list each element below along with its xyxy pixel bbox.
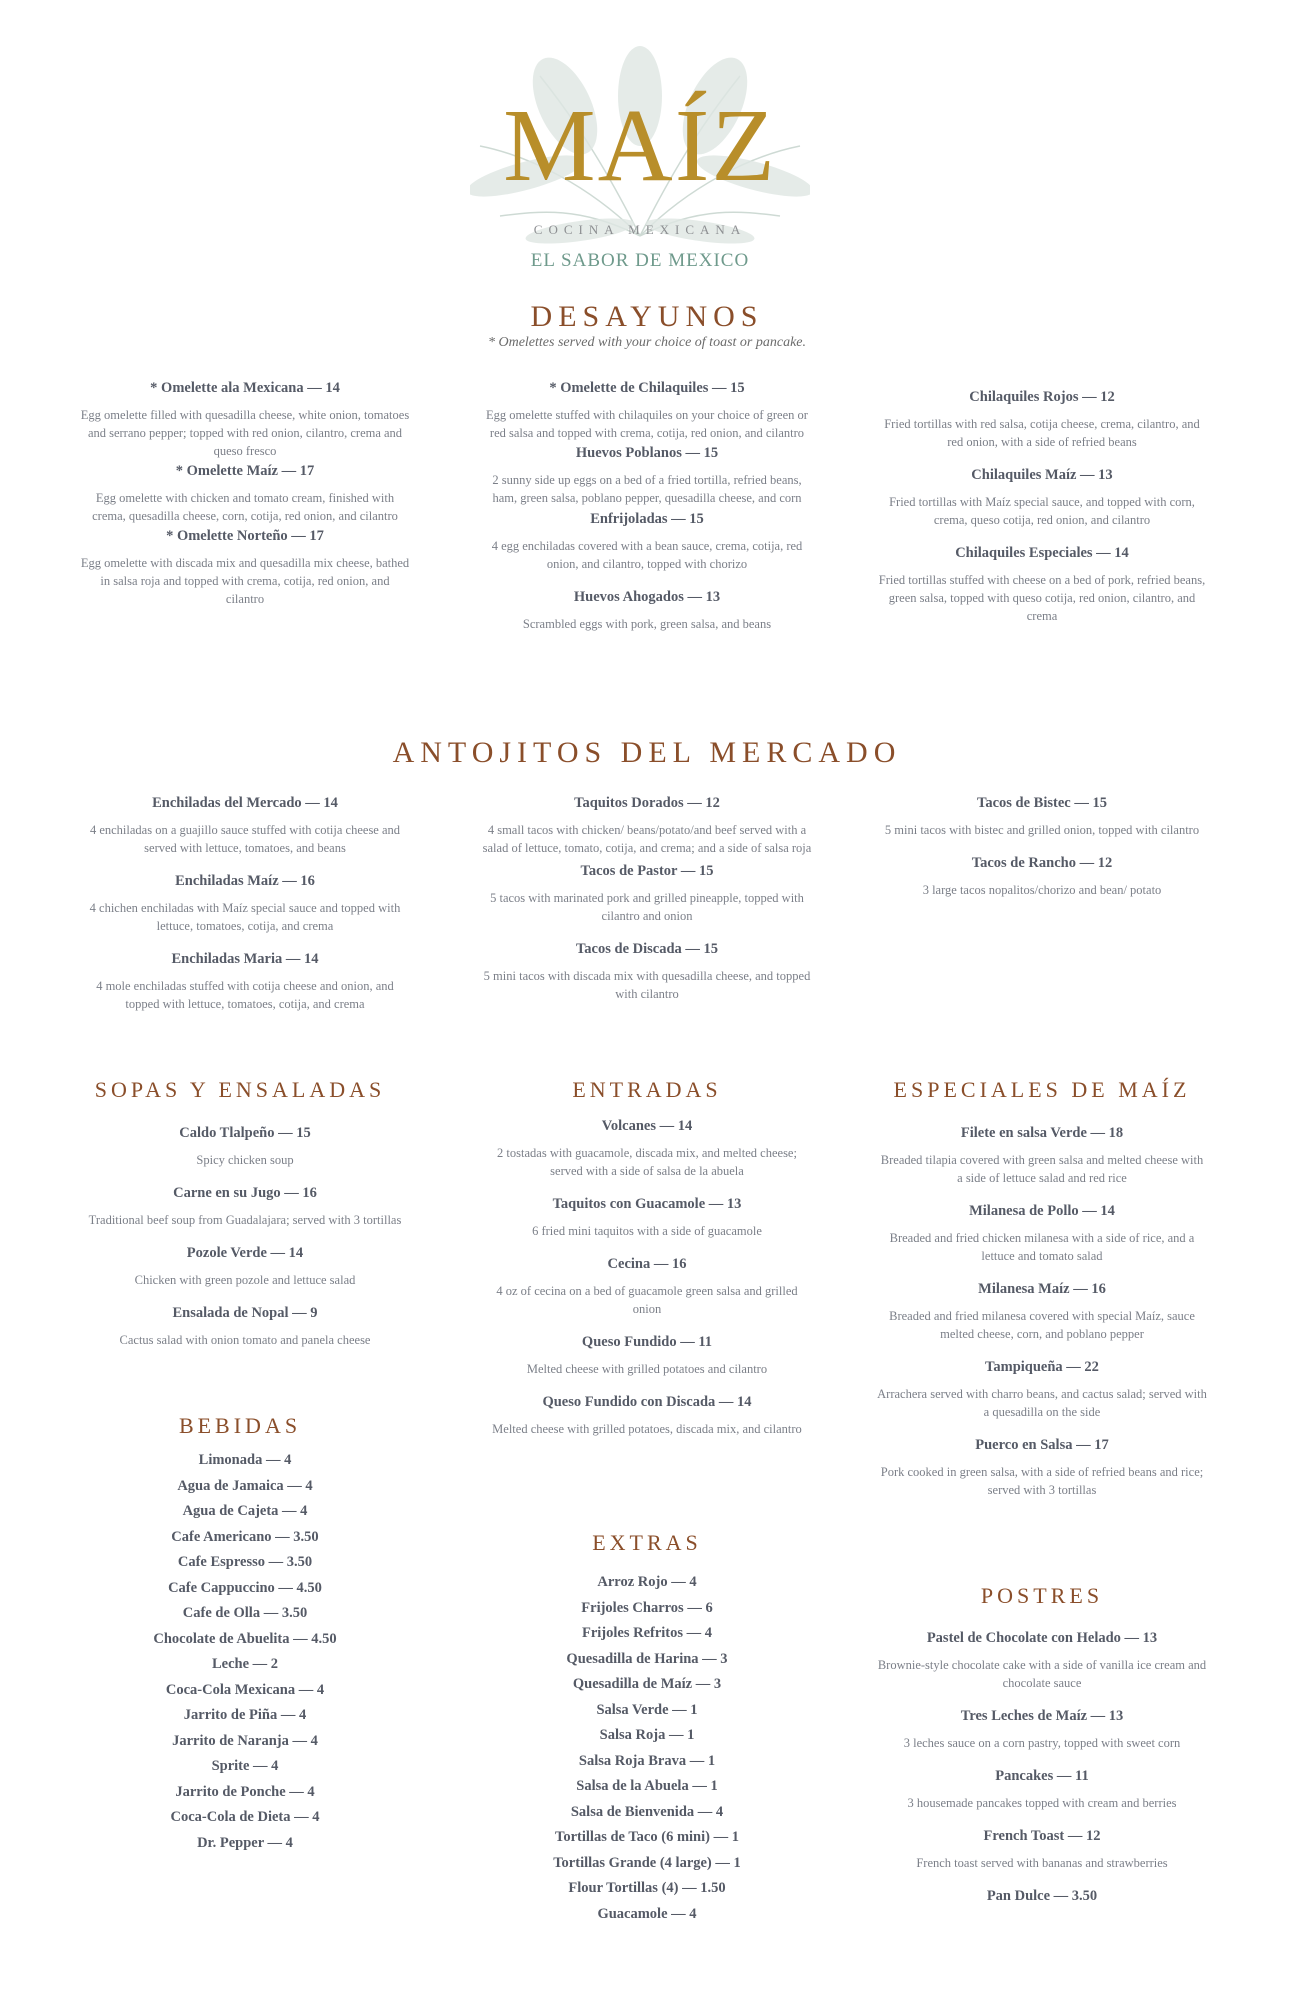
- item-name: Tampiqueña — 22: [985, 1359, 1099, 1375]
- item-name: Huevos Poblanos — 15: [575, 445, 719, 461]
- especiales-col: [877, 1123, 1207, 1499]
- extra-item: Tortillas de Taco (6 mini) — 1: [555, 1829, 739, 1845]
- menu-item: [80, 949, 410, 1013]
- antojitos-col-2: [482, 793, 812, 1003]
- item-name: Volcanes — 14: [601, 1118, 693, 1134]
- item-desc: Egg omelette with chicken and tomato cream, finished with crema, quesadilla cheese, corn, cotija, red onion, and cilantro: [92, 491, 398, 523]
- menu-item: [877, 1201, 1207, 1265]
- extras-list: [482, 1570, 812, 1927]
- drink-item: Jarrito de Ponche — 4: [175, 1783, 315, 1800]
- item-name: Carne en su Jugo — 16: [173, 1185, 317, 1201]
- menu-item: [877, 1886, 1207, 1906]
- extra-item: Frijoles Charros — 6: [581, 1599, 713, 1616]
- item-desc: 3 housemade pancakes topped with cream and berries: [907, 1796, 1177, 1810]
- antojitos-col-3: [877, 793, 1207, 899]
- menu-item: [877, 1357, 1207, 1421]
- extra-item: Salsa de Bienvenida — 4: [570, 1803, 724, 1820]
- logo: [470, 36, 810, 271]
- section-title-sopas: SOPAS Y ENSALADAS: [94, 1077, 386, 1102]
- extra-item: Quesadilla de Maíz — 3: [572, 1676, 722, 1692]
- item-name: Pozole Verde — 14: [186, 1245, 304, 1261]
- drink-item: Cafe de Olla — 3.50: [182, 1605, 308, 1621]
- item-desc: 3 leches sauce on a corn pastry, topped with sweet corn: [903, 1736, 1181, 1750]
- drink-item: Limonada — 4: [198, 1452, 292, 1468]
- section-title-entradas: ENTRADAS: [572, 1077, 722, 1102]
- item-name: Milanesa de Pollo — 14: [969, 1203, 1115, 1219]
- extra-item: Frijoles Refritos — 4: [581, 1625, 713, 1641]
- menu-item: [80, 1123, 410, 1169]
- item-name: Tacos de Discada — 15: [575, 941, 719, 957]
- menu-item: [877, 387, 1207, 451]
- menu-item: [482, 861, 812, 925]
- menu-item: [482, 793, 812, 857]
- section-title-extras: EXTRAS: [592, 1530, 702, 1555]
- item-name: Chilaquiles Rojos — 12: [969, 389, 1115, 405]
- item-name: Filete en salsa Verde — 18: [960, 1125, 1124, 1141]
- menu-item: [80, 461, 410, 525]
- brand-tagline: EL SABOR DE MEXICO: [530, 250, 750, 271]
- menu-item: [482, 587, 812, 633]
- menu-item: [482, 939, 812, 1003]
- item-desc: Breaded and fried chicken milanesa with a side of rice, and a lettuce and tomato salad: [889, 1231, 1195, 1263]
- menu-item: [877, 793, 1207, 839]
- menu-item: [877, 1123, 1207, 1187]
- item-desc: Breaded and fried milanesa covered with special Maíz, sauce melted cheese, corn, and poblano pepper: [889, 1309, 1195, 1341]
- item-desc: Chicken with green pozole and lettuce salad: [134, 1273, 356, 1287]
- menu-item: [877, 543, 1207, 625]
- item-desc: 6 fried mini taquitos with a side of guacamole: [532, 1224, 762, 1238]
- item-desc: Melted cheese with grilled potatoes, discada mix, and cilantro: [492, 1422, 802, 1436]
- menu-item: [482, 509, 812, 573]
- item-desc: Arrachera served with charro beans, and cactus salad; served with a quesadilla on the side: [877, 1387, 1207, 1419]
- item-desc: Egg omelette stuffed with chilaquiles on your choice of green or red salsa and topped with crema, cotija, red onion, and cilantro: [486, 408, 808, 440]
- drink-item: Jarrito de Naranja — 4: [172, 1732, 318, 1749]
- item-desc: 5 mini tacos with bistec and grilled onion, topped with cilantro: [884, 823, 1200, 837]
- item-name: Chilaquiles Maíz — 13: [971, 467, 1113, 483]
- bebidas-list: [80, 1448, 410, 1856]
- extra-item: Flour Tortillas (4) — 1.50: [568, 1880, 726, 1896]
- item-name: Cecina — 16: [607, 1256, 687, 1272]
- item-name: Enfrijoladas — 15: [590, 511, 704, 527]
- item-name: Puerco en Salsa — 17: [975, 1437, 1109, 1453]
- item-desc: Egg omelette with discada mix and quesadilla mix cheese, bathed in salsa roja and topped with crema, cotija, red onion, and cilantro: [80, 556, 410, 606]
- item-name: Ensalada de Nopal — 9: [172, 1305, 318, 1321]
- item-desc: Fried tortillas stuffed with cheese on a bed of pork, refried beans, green salsa, topped with queso cotija, red onion, cilantro, and crema: [878, 573, 1206, 623]
- menu-item: [877, 1766, 1207, 1812]
- extra-item: Salsa Roja Brava — 1: [578, 1752, 716, 1769]
- section-title-antojitos: ANTOJITOS DEL MERCADO: [392, 736, 902, 769]
- item-desc: Scrambled eggs with pork, green salsa, and beans: [522, 617, 772, 631]
- menu-item: [877, 1279, 1207, 1343]
- item-name: Pancakes — 11: [995, 1768, 1089, 1784]
- item-desc: Fried tortillas with Maíz special sauce, and topped with corn, crema, queso cotija, red onion, and cilantro: [889, 495, 1195, 527]
- menu-item: [877, 853, 1207, 899]
- menu-item: [482, 1332, 812, 1378]
- menu-item: [482, 1116, 812, 1180]
- menu-item: [482, 1392, 812, 1438]
- item-name: Caldo Tlalpeño — 15: [179, 1125, 311, 1141]
- item-name: Tacos de Bistec — 15: [977, 795, 1107, 811]
- menu-item: [80, 1183, 410, 1229]
- extra-item: Salsa de la Abuela — 1: [576, 1778, 718, 1794]
- item-name: Huevos Ahogados — 13: [573, 589, 721, 605]
- item-desc: Egg omelette filled with quesadilla cheese, white onion, tomatoes and serrano pepper; topped with red onion, cilantro, crema and queso fresco: [80, 408, 410, 458]
- menu-item: [877, 465, 1207, 529]
- drink-item: Agua de Cajeta — 4: [182, 1503, 308, 1519]
- item-name: Pastel de Chocolate con Helado — 13: [926, 1630, 1158, 1646]
- brand-subtitle: COCINA MEXICANA: [533, 222, 747, 237]
- item-name: Tacos de Pastor — 15: [580, 863, 714, 879]
- item-name: Milanesa Maíz — 16: [978, 1281, 1106, 1297]
- item-name: Enchiladas del Mercado — 14: [152, 795, 338, 811]
- desayunos-col-2: [482, 378, 812, 633]
- section-title-desayunos: DESAYUNOS: [530, 300, 764, 333]
- item-name: Enchiladas Maria — 14: [171, 951, 319, 967]
- drink-item: Coca-Cola de Dieta — 4: [170, 1809, 320, 1825]
- antojitos-col-1: [80, 793, 410, 1013]
- drink-item: Chocolate de Abuelita — 4.50: [153, 1630, 337, 1647]
- drink-item: Coca-Cola Mexicana — 4: [165, 1681, 325, 1698]
- brand-logo-text: MAÍZ: [503, 88, 777, 203]
- menu-item: [80, 1243, 410, 1289]
- extra-item: Guacamole — 4: [597, 1905, 697, 1922]
- sopas-col: [80, 1123, 410, 1349]
- item-name: * Omelette ala Mexicana — 14: [150, 380, 340, 396]
- item-desc: Fried tortillas with red salsa, cotija cheese, crema, cilantro, and red onion, with a side of refried beans: [884, 417, 1200, 449]
- item-desc: Pork cooked in green salsa, with a side of refried beans and rice; served with 3 tortillas: [880, 1465, 1204, 1497]
- item-desc: 5 tacos with marinated pork and grilled pineapple, topped with cilantro and onion: [490, 891, 804, 923]
- extra-item: Quesadilla de Harina — 3: [566, 1650, 728, 1667]
- drink-item: Dr. Pepper — 4: [197, 1834, 293, 1851]
- item-name: Tacos de Rancho — 12: [971, 855, 1113, 871]
- menu-item: [482, 378, 812, 442]
- item-desc: 2 sunny side up eggs on a bed of a fried tortilla, refried beans, ham, green salsa, poblano pepper, quesadilla cheese, and corn: [492, 473, 802, 505]
- item-name: Taquitos Dorados — 12: [574, 795, 720, 811]
- extra-item: Salsa Roja — 1: [599, 1727, 695, 1743]
- section-title-especiales: ESPECIALES DE MAÍZ: [893, 1077, 1191, 1102]
- desayunos-note: * Omelettes served with your choice of toast or pancake.: [487, 335, 807, 350]
- item-desc: French toast served with bananas and strawberries: [916, 1856, 1168, 1870]
- item-name: * Omelette Norteño — 17: [166, 528, 324, 544]
- item-name: * Omelette de Chilaquiles — 15: [549, 380, 745, 396]
- item-name: Enchiladas Maíz — 16: [175, 873, 315, 889]
- drink-item: Cafe Cappuccino — 4.50: [168, 1579, 322, 1596]
- menu-item: [80, 1303, 410, 1349]
- drink-item: Jarrito de Piña — 4: [183, 1707, 307, 1723]
- desayunos-col-1: [80, 378, 410, 608]
- postres-col: [877, 1628, 1207, 1906]
- item-desc: 2 tostadas with guacamole, discada mix, and melted cheese; served with a side of salsa de la abuela: [497, 1146, 797, 1178]
- menu-item: [80, 378, 410, 460]
- section-title-postres: POSTRES: [980, 1583, 1104, 1608]
- menu-item: [80, 526, 410, 608]
- section-title-bebidas: BEBIDAS: [178, 1413, 302, 1438]
- drink-item: Cafe Americano — 3.50: [171, 1528, 319, 1545]
- item-desc: 4 chichen enchiladas with Maíz special sauce and topped with lettuce, tomatoes, cotija, and crema: [89, 901, 401, 933]
- item-desc: 4 mole enchiladas stuffed with cotija cheese and onion, and topped with lettuce, tomatoes, cotija, and crema: [96, 979, 394, 1011]
- item-desc: 5 mini tacos with discada mix with quesadilla cheese, and topped with cilantro: [483, 969, 811, 1001]
- item-desc: Spicy chicken soup: [196, 1153, 294, 1167]
- item-desc: 4 oz of cecina on a bed of guacamole green salsa and grilled onion: [496, 1284, 798, 1316]
- menu-item: [80, 871, 410, 935]
- item-desc: Melted cheese with grilled potatoes and cilantro: [526, 1362, 768, 1376]
- menu-item: [482, 1254, 812, 1318]
- menu-item: [877, 1628, 1207, 1692]
- item-name: Pan Dulce — 3.50: [986, 1888, 1098, 1904]
- item-name: Queso Fundido con Discada — 14: [542, 1394, 752, 1410]
- extra-item: Tortillas Grande (4 large) — 1: [553, 1854, 741, 1871]
- item-name: Taquitos con Guacamole — 13: [552, 1196, 742, 1212]
- item-desc: 4 small tacos with chicken/ beans/potato/and beef served with a salad of lettuce, tomato, cotija, and crema; and a side of salsa roja: [482, 823, 812, 855]
- item-desc: Traditional beef soup from Guadalajara; served with 3 tortillas: [88, 1213, 402, 1227]
- entradas-col: [482, 1116, 812, 1438]
- menu-item: [80, 793, 410, 857]
- extra-item: Arroz Rojo — 4: [597, 1574, 697, 1590]
- desayunos-col-3: [877, 387, 1207, 625]
- drink-item: Agua de Jamaica — 4: [177, 1477, 313, 1494]
- item-desc: 4 egg enchiladas covered with a bean sauce, crema, cotija, red onion, and cilantro, topped with chorizo: [491, 539, 803, 571]
- menu-item: [482, 1194, 812, 1240]
- item-name: Queso Fundido — 11: [581, 1334, 713, 1350]
- item-name: French Toast — 12: [983, 1828, 1101, 1844]
- item-desc: 3 large tacos nopalitos/chorizo and bean/ potato: [922, 883, 1162, 897]
- menu-item: [877, 1706, 1207, 1752]
- menu-item: [482, 443, 812, 507]
- drink-item: Cafe Espresso — 3.50: [177, 1554, 313, 1570]
- item-desc: Breaded tilapia covered with green salsa and melted cheese with a side of lettuce salad and red rice: [880, 1153, 1204, 1185]
- item-name: * Omelette Maíz — 17: [175, 463, 315, 479]
- item-desc: Cactus salad with onion tomato and panela cheese: [119, 1333, 371, 1347]
- item-name: Chilaquiles Especiales — 14: [955, 545, 1129, 561]
- drink-item: Leche — 2: [211, 1656, 279, 1672]
- drink-item: Sprite — 4: [211, 1758, 279, 1774]
- item-desc: Brownie-style chocolate cake with a side of vanilla ice cream and chocolate sauce: [877, 1658, 1207, 1690]
- item-desc: 4 enchiladas on a guajillo sauce stuffed with cotija cheese and served with lettuce, tomatoes, and beans: [89, 823, 401, 855]
- item-name: Tres Leches de Maíz — 13: [960, 1708, 1124, 1724]
- extra-item: Salsa Verde — 1: [596, 1701, 698, 1718]
- menu-item: [877, 1435, 1207, 1499]
- menu-item: [877, 1826, 1207, 1872]
